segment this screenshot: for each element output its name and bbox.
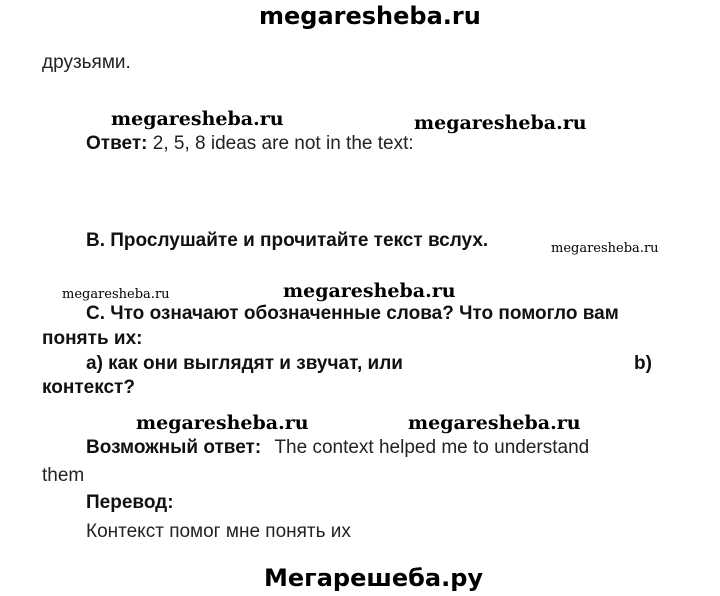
task-c-option-b: b): [634, 353, 652, 374]
task-c-line2: понять их:: [42, 328, 143, 349]
task-c-line4: контекст?: [42, 377, 135, 398]
possible-answer-continuation: them: [42, 465, 85, 486]
site-footer: Мегарешеба.ру: [264, 564, 484, 592]
watermark: megaresheba.ru: [551, 241, 659, 256]
watermark: megaresheba.ru: [62, 287, 170, 302]
watermark: megaresheba.ru: [408, 412, 581, 434]
task-c-line1: C. Что означают обозначенные слова? Что помогло вам: [86, 303, 619, 324]
answer-text: 2, 5, 8 ideas are not in the text:: [152, 133, 414, 154]
task-c-option-a: a) как они выглядят и звучат, или: [86, 353, 403, 374]
answer-label: Ответ:: [86, 133, 148, 154]
text-fragment: друзьями.: [42, 52, 131, 73]
watermark: megaresheba.ru: [283, 280, 456, 302]
possible-answer-line: [86, 437, 589, 459]
watermark: megaresheba.ru: [111, 108, 284, 130]
translation-text: Контекст помог мне понять их: [86, 521, 351, 542]
possible-answer-label: Возможный ответ:: [86, 437, 262, 458]
watermark: megaresheba.ru: [414, 112, 587, 134]
task-b: B. Прослушайте и прочитайте текст вслух.: [86, 230, 489, 251]
watermark: megaresheba.ru: [136, 412, 309, 434]
site-header: megaresheba.ru: [259, 2, 481, 30]
possible-answer-text: The context helped me to understand: [274, 437, 590, 458]
answer-line: [86, 133, 414, 155]
translation-label: Перевод:: [86, 492, 174, 513]
